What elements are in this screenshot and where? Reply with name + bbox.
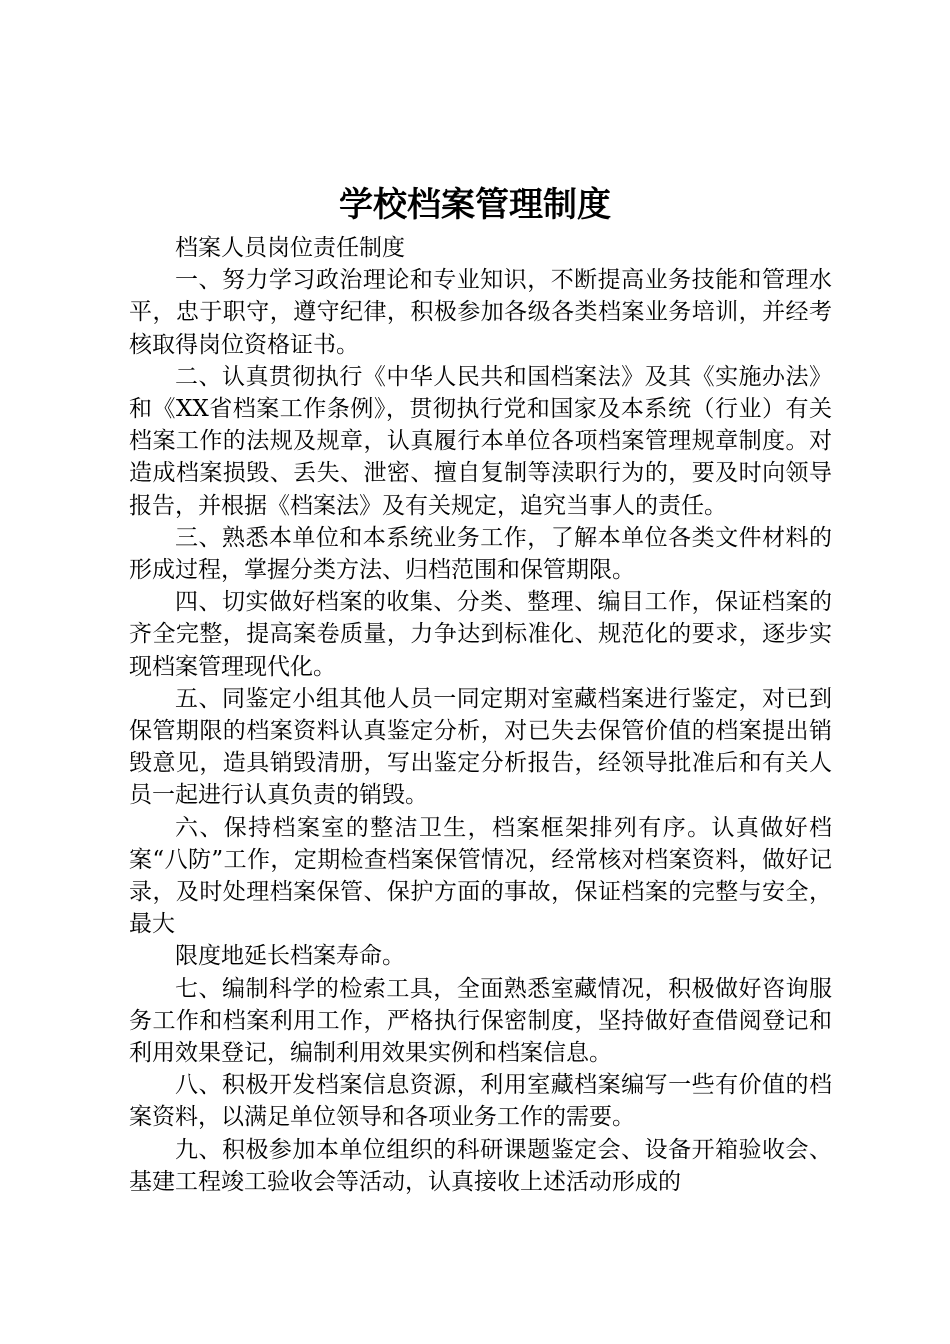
paragraph-5: 五、同鉴定小组其他人员一同定期对室藏档案进行鉴定，对已到保管期限的档案资料认真鉴定分析，对已失去保管价值的档案提出销毁意见，造具销毁清册，写出鉴定分析报告，经领导批准后和有关人员一起进行认真负责的销毁。	[129, 685, 832, 809]
section-heading: 档案人员岗位责任制度	[175, 235, 405, 261]
paragraph-4: 四、切实做好档案的收集、分类、整理、编目工作，保证档案的齐全完整，提高案卷质量，力争达到标准化、规范化的要求，逐步实现档案管理现代化。	[129, 589, 832, 680]
paragraph-3: 三、熟悉本单位和本系统业务工作，了解本单位各类文件材料的形成过程，掌握分类方法、归档范围和保管期限。	[129, 524, 832, 584]
paragraph-7: 七、编制科学的检索工具，全面熟悉室藏情况，积极做好咨询服务工作和档案利用工作，严格执行保密制度，坚持做好查借阅登记和利用效果登记，编制利用效果实例和档案信息。	[129, 975, 832, 1067]
paragraph-6-continued: 限度地延长档案寿命。	[175, 943, 405, 970]
paragraph-8: 八、积极开发档案信息资源，利用室藏档案编写一些有价值的档案资料，以满足单位领导和各项业务工作的需要。	[129, 1072, 832, 1131]
document-body	[129, 232, 832, 1198]
paragraph-9: 九、积极参加本单位组织的科研课题鉴定会、设备开箱验收会、基建工程竣工验收会等活动，认真接收上述活动形成的	[129, 1136, 832, 1195]
paragraph-6: 六、保持档案室的整洁卫生，档案框架排列有序。认真做好档案“八防”工作，定期检查档案保管情况，经常核对档案资料，做好记录，及时处理档案保管、保护方面的事故，保证档案的完整与安全，最大	[129, 814, 832, 938]
document-title: 学校档案管理制度	[339, 185, 611, 225]
paragraph-2: 二、认真贯彻执行《中华人民共和国档案法》及其《实施办法》和《XX省档案工作条例》，贯彻执行党和国家及本系统（行业）有关档案工作的法规及规章，认真履行本单位各项档案管理规章制度。对造成档案损毁、丢失、泄密、擅自复制等渎职行为的，要及时向领导报告，并根据《档案法》及有关规定，追究当事人的责任。	[129, 363, 832, 519]
paragraph-1: 一、努力学习政治理论和专业知识，不断提高业务技能和管理水平，忠于职守，遵守纪律，积极参加各级各类档案业务培训，并经考核取得岗位资格证书。	[129, 267, 832, 358]
